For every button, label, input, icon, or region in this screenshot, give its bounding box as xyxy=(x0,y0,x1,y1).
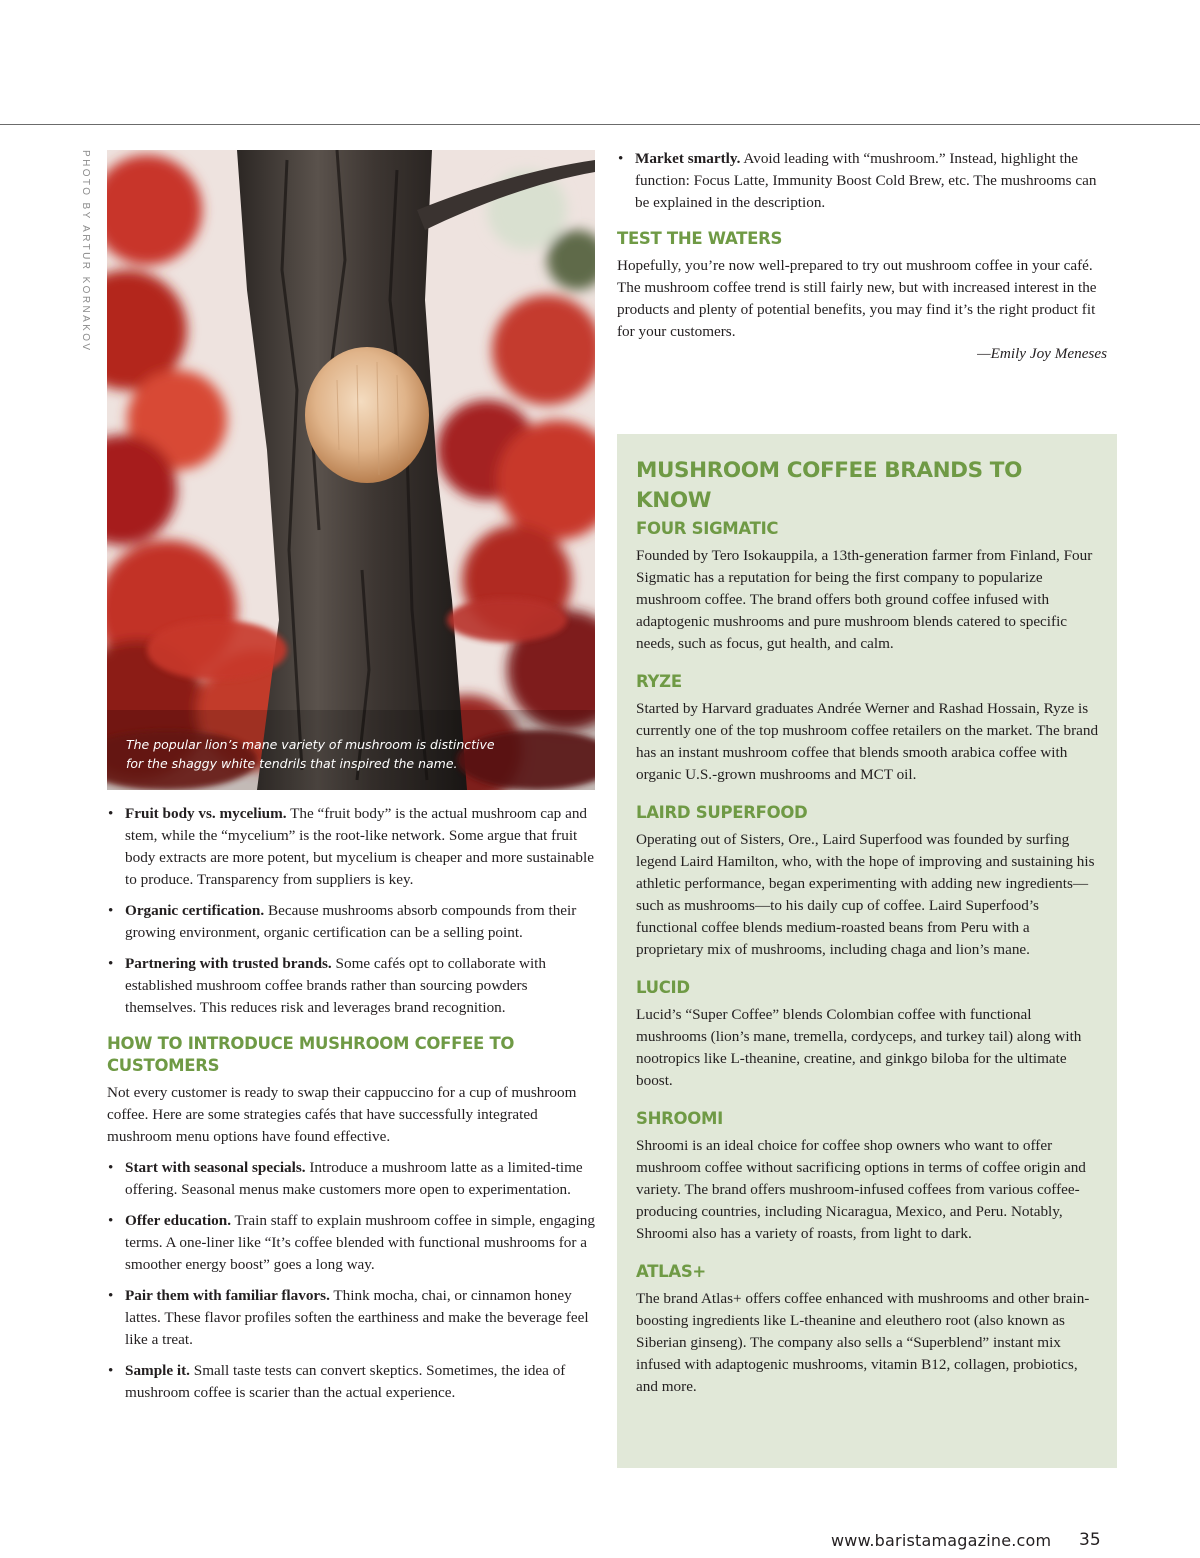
brand-name: LUCID xyxy=(636,978,690,997)
brand-name: FOUR SIGMATIC xyxy=(636,519,779,538)
brand-name: RYZE xyxy=(636,672,682,691)
lions-mane-photo xyxy=(107,150,595,790)
bullet-list-sourcing xyxy=(107,803,595,1019)
left-column xyxy=(107,803,595,1413)
brand-laird-superfood xyxy=(636,802,1099,961)
footer-website-link[interactable]: www.baristamagazine.com xyxy=(831,1531,1052,1550)
section-heading-introduce: HOW TO INTRODUCE MUSHROOM COFFEE TO CUSTOMERS xyxy=(107,1034,515,1075)
sidebar-title: MUSHROOM COFFEE BRANDS TO KNOW xyxy=(636,458,1022,513)
bullet-list-strategies xyxy=(107,1157,595,1404)
brand-description: The brand Atlas+ offers coffee enhanced with mushrooms and other brain-boosting ingredients like L-theanine and eleuthero root (also known as Siberian ginseng). The company also sells a “Superblend” instant mix infused with adaptogenic mushrooms, vitamin B12, collagen, probiotics, and more. xyxy=(636,1290,1090,1395)
brand-four-sigmatic xyxy=(636,518,1099,655)
caption-line-1: The popular lion’s mane variety of mushroom is distinctive xyxy=(126,737,495,752)
bullet-sample: • Sample it. Small taste tests can convert skeptics. Sometimes, the idea of mushroom coffee is scarier than the actual experience. xyxy=(107,1360,595,1404)
author-signature: —Emily Joy Meneses xyxy=(977,345,1107,362)
bullet-flavors: • Pair them with familiar flavors. Think mocha, chai, or cinnamon honey lattes. These flavor profiles soften the earthiness and make the beverage feel like a treat. xyxy=(107,1285,595,1351)
photo-illustration xyxy=(107,150,595,790)
bullet-partnering: • Partnering with trusted brands. Some cafés opt to collaborate with established mushroom coffee brands rather than sourcing powders themselves. This reduces risk and leverages brand recognition. xyxy=(107,953,595,1019)
brand-description: Shroomi is an ideal choice for coffee shop owners who want to offer mushroom coffee without sacrificing options in terms of coffee origin and variety. The brand offers mushroom-infused coffees from various coffee-producing countries, including Nicaragua, Mexico, and Peru. Notably, Shroomi also has a variety of roasts, from light to dark. xyxy=(636,1137,1086,1242)
caption-line-2: for the shaggy white tendrils that inspired the name. xyxy=(126,756,458,771)
bullet-education: • Offer education. Train staff to explain mushroom coffee in simple, engaging terms. A one-liner like “It’s coffee blended with functional mushrooms for a smoother energy boost” goes a long way. xyxy=(107,1210,595,1276)
brand-lucid xyxy=(636,977,1099,1092)
brand-name: ATLAS+ xyxy=(636,1262,706,1281)
brand-name: LAIRD SUPERFOOD xyxy=(636,803,808,822)
bullet-market: • Market smartly. Avoid leading with “mushroom.” Instead, highlight the function: Focus Latte, Immunity Boost Cold Brew, etc. The mushrooms can be explained in the description. xyxy=(617,148,1107,214)
brand-atlas-plus xyxy=(636,1261,1099,1398)
brand-description: Started by Harvard graduates Andrée Werner and Rashad Hossain, Ryze is currently one of the top mushroom coffee retailers on the market. The brand has an instant mushroom coffee that blends smooth arabica coffee with organic U.S.-grown mushrooms and MCT oil. xyxy=(636,700,1099,783)
bullet-list-marketing xyxy=(617,148,1107,214)
brand-description: Lucid’s “Super Coffee” blends Colombian coffee with functional mushrooms (lion’s mane, tremella, cordyceps, and turkey tail) along with nootropics like L-theanine, creatine, and ginkgo biloba for the ultimate boost. xyxy=(636,1006,1082,1089)
photo-credit: PHOTO BY ARTUR KORNAKOV xyxy=(80,150,91,353)
top-divider xyxy=(0,124,1200,125)
bullet-fruit-body: • Fruit body vs. mycelium. The “fruit body” is the actual mushroom cap and stem, while the “mycelium” is the root-like network. Some argue that fruit body extracts are more potent, but mycelium is cheaper and more sustainable to produce. Transparency from suppliers is key. xyxy=(107,803,595,891)
test-body: Hopefully, you’re now well-prepared to try out mushroom coffee in your café. The mushroom coffee trend is still fairly new, but with increased interest in the products and plenty of potential benefits, you may find it’s the right product fit for your customers. xyxy=(617,257,1097,340)
section-heading-test: TEST THE WATERS xyxy=(617,229,783,248)
bullet-organic: • Organic certification. Because mushrooms absorb compounds from their growing environment, organic certification can be a selling point. xyxy=(107,900,595,944)
brand-name: SHROOMI xyxy=(636,1109,723,1128)
right-column xyxy=(617,148,1107,365)
brand-description: Operating out of Sisters, Ore., Laird Superfood was founded by surfing legend Laird Hamilton, who, with the hope of improving and sustaining his athletic performance, began experimenting with adding new ingredients—such as mushrooms—to his daily cup of coffee. Laird Superfood’s functional coffee blends medium-roasted beans from Peru with a proprietary mix of mushrooms, including chaga and lion’s mane. xyxy=(636,831,1095,958)
brand-ryze xyxy=(636,671,1099,786)
page-number: 35 xyxy=(1079,1530,1101,1550)
brands-sidebar xyxy=(617,434,1117,1468)
bullet-seasonal: • Start with seasonal specials. Introduce a mushroom latte as a limited-time offering. Seasonal menus make customers more open to experimentation. xyxy=(107,1157,595,1201)
brand-description: Founded by Tero Isokauppila, a 13th-generation farmer from Finland, Four Sigmatic has a reputation for being the first company to popularize mushroom coffee. The brand offers both ground coffee infused with adaptogenic mushrooms and pure mushroom blends catered to specific needs, such as focus, gut health, and calm. xyxy=(636,547,1093,652)
brand-shroomi xyxy=(636,1108,1099,1245)
photo-caption xyxy=(126,735,546,773)
section-intro: Not every customer is ready to swap their cappuccino for a cup of mushroom coffee. Here are some strategies cafés that have successfully integrated mushroom menu options have found effective. xyxy=(107,1084,577,1145)
